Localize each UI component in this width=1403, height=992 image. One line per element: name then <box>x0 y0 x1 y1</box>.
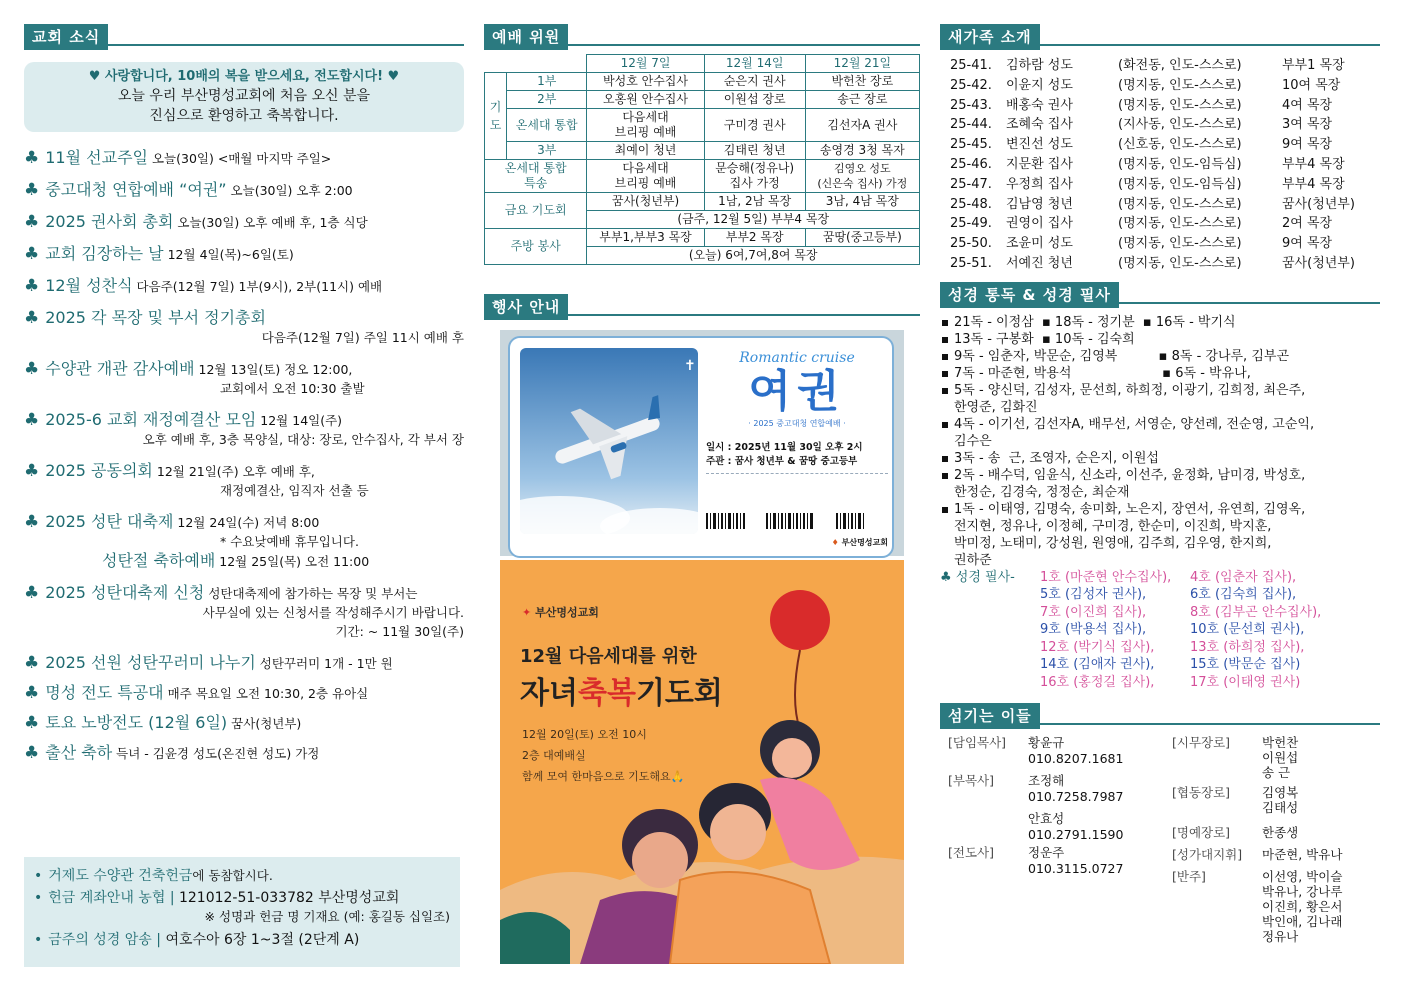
poster2-title-c: 기도회 <box>635 676 723 711</box>
welcome-box <box>24 62 464 132</box>
news-item <box>24 743 464 763</box>
copy-entry: 15호 (박문순 집사) <box>1190 657 1301 673</box>
bible-reading-row: 1독 - 이태영, 김명숙, 송미화, 노은지, 장연서, 유연희, 김영옥, 전지현, 정유나, 이정혜, 구미경, 한순미, 이진희, 박지훈, 박미정, 노태미, 강성원, 원영애, 김주희, 김우영, 한지희, 권하준 <box>940 501 1380 569</box>
news-item <box>24 512 464 571</box>
building-offering-title: 거제도 수양관 건축헌금 <box>48 868 193 884</box>
newfam-area: (화전동, 인도-스스로) <box>1118 58 1242 73</box>
table-cell: 다음세대 브리핑 예배 <box>587 109 704 142</box>
bible-reading-row: 2독 - 배수덕, 임윤식, 신소라, 이선주, 윤정화, 남미경, 박성호, 한정순, 김경숙, 정정순, 최순재 <box>940 467 1380 501</box>
club-icon: ♣ <box>24 244 40 264</box>
church-news-header <box>24 20 464 48</box>
assoc-pastor <box>948 773 994 789</box>
newfam-area: (명지동, 인도-스스로) <box>1118 97 1242 113</box>
newfam-title: 새가족 소개 <box>940 24 1040 50</box>
poster2-msg: 함께 모여 한마음으로 기도해요🙏 <box>522 770 685 783</box>
copy-entry: 6호 (김숙희 집사), <box>1190 587 1297 603</box>
newfam-group: 부부4 목장 <box>1282 176 1345 192</box>
poster-when: 일시 : 2025년 11월 30일 오후 2시 <box>706 442 863 453</box>
memory-verse-title: 금주의 성경 암송 <box>48 932 152 948</box>
bible-header <box>940 278 1380 306</box>
news-title: 2025 공동의회 <box>45 461 153 480</box>
bible-reading-row: 13독 - 구봉화 ▪ 10독 - 김숙희 <box>940 331 1380 348</box>
club-icon: ♣ <box>24 583 40 603</box>
copy-entry: 4호 (임춘자 집사), <box>1190 569 1297 585</box>
newfam-row <box>940 135 1380 155</box>
news-item <box>24 683 464 703</box>
sky-photo <box>520 348 698 534</box>
table-cell: 송근 장로 <box>805 91 919 109</box>
copy-entry: 16호 (홍정길 집사), <box>1040 674 1155 690</box>
copy-entry: 7호 (이진희 집사), <box>1040 604 1147 620</box>
evangelist-info <box>1028 845 1123 877</box>
church-logo-icon: ♦ <box>831 538 839 547</box>
bible-reading-row: 21독 - 이정삼 ▪ 18독 - 정기분 ▪ 16독 - 박기식 <box>940 314 1380 331</box>
worship-title: 예배 위원 <box>484 24 568 50</box>
poster-subtitle: · 2025 중고대청 연합예배 · <box>748 419 846 428</box>
newfam-group: 꿈사(청년부) <box>1282 255 1355 271</box>
news-text: 12월 21일(주) 오후 예배 후, <box>156 464 315 479</box>
table-cell: 박헌찬 장로 <box>805 73 919 91</box>
evangelist <box>948 845 994 861</box>
welcome-line2: 오늘 우리 부산명성교회에 처음 오신 분을 <box>117 88 371 104</box>
news-text: 다음주(12월 7일) 1부(9시), 2부(11시) 예배 <box>136 279 383 294</box>
staff-name: 황윤규 <box>1028 735 1065 751</box>
staff-key: [부목사] <box>948 773 994 789</box>
newfam-row <box>940 155 1380 175</box>
newfam-row <box>940 234 1380 254</box>
table-cell: 송영경 3청 목자 <box>805 142 919 160</box>
newfam-area: (명지동, 인도-임득심) <box>1118 176 1242 192</box>
staff-key: [명예장로] <box>1172 825 1231 841</box>
club-icon: ♣ <box>24 461 40 481</box>
news-item <box>24 359 464 398</box>
news-title: 11월 선교주일 <box>45 148 148 167</box>
news-item <box>24 410 464 449</box>
club-icon: ♣ <box>24 713 40 733</box>
club-icon: ♣ <box>24 212 40 232</box>
poster-host: 주관 : 꿈사 청년부 & 꿈땅 중고등부 <box>706 456 858 467</box>
newfam-area: (명지동, 인도-스스로) <box>1118 196 1242 212</box>
staff-key: [전도사] <box>948 845 994 861</box>
newfam-name: 조윤미 성도 <box>1006 236 1073 252</box>
account-title: 헌금 계좌안내 농협 <box>48 890 166 906</box>
club-icon: ♣ <box>24 276 40 296</box>
copy-label: ♣ 성경 필사- <box>940 569 1015 585</box>
ticket-info <box>706 348 888 548</box>
newfam-row <box>940 56 1380 76</box>
news-text: 12월 14일(주) <box>260 413 343 428</box>
news-title: 2025 성탄대축제 신청 <box>45 583 205 602</box>
worship-table <box>484 54 920 265</box>
newfam-name: 서예진 청년 <box>1006 255 1073 271</box>
bullet-icon: • <box>34 868 43 884</box>
news-item <box>24 653 464 673</box>
news-item <box>24 276 464 296</box>
copy-entry: 9호 (박용석 집사), <box>1040 622 1147 638</box>
table-cell: 김영오 성도 (신은숙 집사) 가정 <box>805 160 919 193</box>
newfam-group: 4여 목장 <box>1282 97 1333 113</box>
newfam-no: 25-46. <box>950 156 992 172</box>
newfam-row <box>940 175 1380 195</box>
ticket-fields <box>706 473 888 513</box>
hon-key <box>1172 825 1230 841</box>
newfam-area: (명지동, 인도-임득심) <box>1118 156 1242 172</box>
poster2-details <box>522 724 684 787</box>
account-number: 121012-51-033782 부산명성교회 <box>178 890 400 906</box>
table-cell: 3남, 4남 목장 <box>805 193 919 211</box>
staff-phone: 010.3115.0727 <box>1028 861 1124 877</box>
news-title: 명성 전도 특공대 <box>45 683 164 702</box>
newfam-area: (명지동, 인도-스스로) <box>1118 236 1242 252</box>
church-news-column <box>24 20 464 948</box>
bible-copy-row <box>940 674 1380 692</box>
choir-key <box>1172 847 1242 863</box>
news-sub: 다음주(12월 7일) 주일 11시 예배 후 <box>261 330 464 345</box>
newfam-name: 권영이 집사 <box>1006 216 1073 232</box>
copy-entry: 1호 (마준현 안수집사), <box>1040 569 1172 585</box>
welcome-line1: ♥ 사랑합니다, 10배의 복을 받으세요, 전도합시다! ♥ <box>88 69 400 84</box>
table-cell: 꿈사(청년부) <box>587 193 704 211</box>
newfam-name: 이윤지 성도 <box>1006 77 1073 93</box>
newfam-group: 10여 목장 <box>1282 77 1341 93</box>
newfam-area: (명지동, 인도-스스로) <box>1118 77 1242 93</box>
airplane-icon <box>520 348 698 534</box>
row-label: 1부 <box>507 73 587 91</box>
newfam-area: (명지동, 인도-스스로) <box>1118 255 1242 271</box>
row-label: 3부 <box>507 142 587 160</box>
bible-copy-list <box>940 569 1380 692</box>
staff-directory <box>940 735 1380 945</box>
news-text: 꿈사(청년부) <box>231 716 302 731</box>
newfam-name: 배홍숙 권사 <box>1006 97 1073 113</box>
table-cell: 문승해(정유나) 집사 가정 <box>704 160 805 193</box>
worship-event-column <box>484 20 920 783</box>
event-header <box>484 290 920 318</box>
table-cell: 김태린 청년 <box>704 142 805 160</box>
bible-copy-row <box>940 569 1380 587</box>
newfam-no: 25-50. <box>950 236 992 252</box>
copy-label <box>940 586 1040 604</box>
date-col-1: 12월 7일 <box>587 55 704 73</box>
coop-names: 김영복 김태성 <box>1262 785 1299 816</box>
newfam-area: (지사동, 인도-스스로) <box>1118 117 1242 133</box>
bible-title: 성경 통독 & 성경 필사 <box>940 282 1119 308</box>
newfam-no: 25-51. <box>950 255 992 271</box>
church-logo-icon: ✦ <box>522 606 532 619</box>
hon-names: 한종생 <box>1262 825 1299 841</box>
assoc-pastor-info <box>1028 773 1123 843</box>
table-cell: 꿈땅(중고등부) <box>805 229 919 247</box>
newfam-name: 김하람 성도 <box>1006 58 1073 73</box>
news-title: 교회 김장하는 날 <box>45 244 164 263</box>
news-title: 2025 선원 성탄꾸러미 나누기 <box>45 653 256 672</box>
newfam-header <box>940 20 1380 48</box>
copy-entry: 8호 (김부곤 안수집사), <box>1190 604 1322 620</box>
newfam-group: 9여 목장 <box>1282 137 1333 153</box>
newfam-row <box>940 96 1380 116</box>
newfam-group: 꿈사(청년부) <box>1282 196 1355 212</box>
news-title: 2025-6 교회 재정예결산 모임 <box>45 410 257 429</box>
staff-key: [협동장로] <box>1172 785 1231 801</box>
table-cell: 다음세대 브리핑 예배 <box>587 160 704 193</box>
news-sub2: 기간: ~ 11월 30일(주) <box>335 624 464 639</box>
news-text: 오늘(30일) <매월 마지막 주일> <box>151 151 332 166</box>
newfam-no: 25-42. <box>950 77 992 93</box>
newfam-row <box>940 195 1380 215</box>
bible-reading-row: 4독 - 이기선, 김선자A, 배무선, 서영순, 양선례, 전순영, 고순익, 김수은 <box>940 416 1380 450</box>
news-title: 12월 성찬식 <box>45 276 133 295</box>
poster1-logo-text: 부산명성교회 <box>841 538 888 547</box>
offering-box: • 거제도 수양관 건축헌금에 동참합시다. • 헌금 계좌안내 농협 | 121012-51-033782 부산명성교회 ※ 성명과 헌금 명 기재요 (예: 홍길동 십일조) • 금주의 성경 암송 | 여호수아 6장 1~3절 (2단계 A) <box>24 857 460 967</box>
poster2-title <box>520 668 723 712</box>
choir-names: 마준현, 박유나 <box>1262 847 1343 863</box>
acc-names: 이선영, 박이슬 박유나, 강나루 이진희, 황은서 박인애, 김나래 정유나 <box>1262 869 1343 945</box>
news-text: 오늘(30일) 오후 예배 후, 1층 식당 <box>177 215 368 230</box>
copy-entry: 14호 (김애자 권사), <box>1040 657 1155 673</box>
staff-name: 정운주 <box>1028 845 1065 861</box>
news-sub: * 수요낮예배 휴무입니다. <box>220 534 359 549</box>
bible-copy-row <box>940 656 1380 674</box>
news-text: 성탄꾸러미 1개 - 1만 원 <box>259 656 393 671</box>
elder-names: 박헌찬 이원섭 송 근 <box>1262 735 1299 781</box>
worship-header <box>484 20 920 48</box>
newfam-name: 조혜숙 집사 <box>1006 117 1073 133</box>
barcode-icon <box>706 513 888 533</box>
church-news-title: 교회 소식 <box>24 24 108 50</box>
row-label: 금요 기도회 <box>485 193 587 229</box>
club-icon: ♣ <box>24 653 40 673</box>
building-offering-text: 에 동참합시다. <box>192 868 273 883</box>
newfam-row <box>940 254 1380 274</box>
welcome-line3: 진심으로 환영하고 축복합니다. <box>149 108 339 124</box>
copy-label <box>940 674 1040 692</box>
newfam-row <box>940 115 1380 135</box>
bible-reading-row: 3독 - 송 근, 조영자, 순은지, 이원섭 <box>940 450 1380 467</box>
table-cell: 부부1,부부3 목장 <box>587 229 704 247</box>
poster2-line1: 12월 다음세대를 위한 <box>520 646 697 667</box>
bible-list <box>940 314 1380 569</box>
news-item <box>24 180 464 200</box>
copy-entry: 5호 (김성자 권사), <box>1040 587 1147 603</box>
news-title: 출산 축하 <box>45 743 113 762</box>
staff-key: [담임목사] <box>948 735 1007 751</box>
news-extra-text: 12월 25일(목) 오전 11:00 <box>219 554 370 569</box>
table-cell: 김선자A 권사 <box>805 109 919 142</box>
news-text: 득녀 - 김윤경 성도(온진현 성도) 가정 <box>116 746 320 761</box>
newfam-no: 25-49. <box>950 216 992 232</box>
news-extra-title: 성탄절 축하예배 <box>102 551 216 570</box>
club-icon: ♣ <box>24 683 40 703</box>
poster2-logo <box>522 604 599 620</box>
newfam-name: 지문환 집사 <box>1006 156 1073 172</box>
table-cell: 부부2 목장 <box>704 229 805 247</box>
news-item <box>24 148 464 168</box>
newfam-row <box>940 214 1380 234</box>
news-item <box>24 308 464 347</box>
table-note: (금주, 12월 5일) 부부4 목장 <box>587 211 920 229</box>
table-cell: 구미경 권사 <box>704 109 805 142</box>
bible-reading-row: 9독 - 임춘자, 박문순, 김영복 ▪ 8독 - 강나루, 김부곤 <box>940 348 1380 365</box>
copy-label <box>940 639 1040 657</box>
news-item <box>24 212 464 232</box>
bible-reading-row: 7독 - 마준현, 박용석 ▪ 6독 - 박유나, <box>940 365 1380 382</box>
table-cell: 1남, 2남 목장 <box>704 193 805 211</box>
newfam-no: 25-47. <box>950 176 992 192</box>
ticket-card <box>508 336 894 558</box>
bullet-icon: • <box>34 932 43 948</box>
club-icon: ♣ <box>24 743 40 763</box>
poster2-logo-text: 부산명성교회 <box>535 606 599 619</box>
news-item <box>24 583 464 641</box>
table-note: (오늘) 6여,7여,8여 목장 <box>587 247 920 265</box>
bible-copy-row <box>940 639 1380 657</box>
news-text: 성탄대축제에 참가하는 목장 및 부서는 <box>208 586 418 601</box>
passport-poster <box>500 330 904 556</box>
club-icon: ♣ <box>24 410 40 430</box>
staff-phone: 010.7258.7987 <box>1028 789 1124 805</box>
news-title: 중고대청 연합예배 “여권” <box>45 180 227 199</box>
prayer-group-label: 기도 <box>485 73 507 160</box>
news-text: 12월 13일(토) 정오 12:00, <box>198 362 353 377</box>
newfam-name: 우정희 집사 <box>1006 176 1073 192</box>
table-cell: 이원섭 장로 <box>704 91 805 109</box>
copy-entry: 12호 (박기식 집사), <box>1040 639 1155 655</box>
staff-name: 조정해 <box>1028 773 1065 789</box>
bible-copy-row <box>940 604 1380 622</box>
table-cell: 최예이 청년 <box>587 142 704 160</box>
bible-reading-row: 5독 - 양신덕, 김성자, 문선희, 하희정, 이광기, 김희정, 최은주, 한영준, 김화진 <box>940 382 1380 416</box>
poster2-when: 12월 20일(토) 오전 10시 <box>522 728 647 741</box>
svg-text:✝: ✝ <box>684 358 696 374</box>
newfam-name: 변진선 성도 <box>1006 137 1073 153</box>
newfam-no: 25-44. <box>950 117 992 133</box>
staff-key: [성가대지휘] <box>1172 847 1243 863</box>
news-item <box>24 461 464 500</box>
news-sub: 사무실에 있는 신청서를 작성해주시기 바랍니다. <box>202 605 464 620</box>
club-icon: ♣ <box>24 148 40 168</box>
news-text: 12월 24일(수) 저녁 8:00 <box>177 515 320 530</box>
news-text: 12월 4일(목)~6일(토) <box>167 247 294 262</box>
date-col-3: 12월 21일 <box>805 55 919 73</box>
table-cell: 오홍원 안수집사 <box>587 91 704 109</box>
row-label: 온세대 통합 <box>507 109 587 142</box>
copy-entry: 13호 (하희정 집사), <box>1190 639 1305 655</box>
copy-entry: 10호 (문선희 권사), <box>1190 622 1305 638</box>
newfam-list <box>940 56 1380 274</box>
memory-verse-text: 여호수아 6장 1~3절 (2단계 A) <box>165 932 360 948</box>
staff-key: [시무장로] <box>1172 735 1231 751</box>
poster-title: 여권 <box>748 366 846 417</box>
newfam-no: 25-41. <box>950 58 992 73</box>
newfam-name: 김남영 청년 <box>1006 196 1073 212</box>
news-title: 2025 권사회 총회 <box>45 212 174 231</box>
poster2-title-b: 축복 <box>577 676 636 711</box>
copy-label <box>940 604 1040 622</box>
news-sub: 재정예결산, 임직자 선출 등 <box>220 483 369 498</box>
club-icon: ♣ <box>24 180 40 200</box>
staff-header <box>940 699 1380 727</box>
bible-copy-row <box>940 621 1380 639</box>
newfam-group: 부부4 목장 <box>1282 156 1345 172</box>
poster2-title-a: 자녀 <box>520 676 578 711</box>
newfam-group: 9여 목장 <box>1282 236 1333 252</box>
prayer-meeting-poster <box>500 560 904 964</box>
row-label: 온세대 통합 특송 <box>485 160 587 193</box>
copy-label <box>940 656 1040 674</box>
news-text: 매주 목요일 오전 10:30, 2층 유아실 <box>167 686 369 701</box>
club-icon: ♣ <box>24 359 40 379</box>
club-icon: ♣ <box>24 512 40 532</box>
copy-entry: 17호 (이태영 권사) <box>1190 674 1301 690</box>
news-item <box>24 713 464 733</box>
table-cell: 순은지 권사 <box>704 73 805 91</box>
staff-key: [반주] <box>1172 869 1206 885</box>
account-note: ※ 성명과 헌금 명 기재요 (예: 홍길동 십일조) <box>204 909 450 924</box>
row-label: 주방 봉사 <box>485 229 587 265</box>
newfam-area: (명지동, 인도-스스로) <box>1118 216 1242 232</box>
news-sub: 오후 예배 후, 3층 목양실, 대상: 장로, 안수집사, 각 부서 장 <box>142 432 464 447</box>
newfam-no: 25-48. <box>950 196 992 212</box>
bible-copy-row <box>940 586 1380 604</box>
news-text: 오늘(30일) 오후 2:00 <box>230 183 353 198</box>
staff-title: 섬기는 이들 <box>940 703 1040 729</box>
newfam-group: 부부1 목장 <box>1282 58 1345 73</box>
news-title: 2025 각 목장 및 부서 정기총회 <box>45 308 266 327</box>
poster2-where: 2층 대예배실 <box>522 749 586 762</box>
date-col-2: 12월 14일 <box>704 55 805 73</box>
news-title: 토요 노방전도 (12월 6일) <box>45 713 228 732</box>
newfam-no: 25-45. <box>950 137 992 153</box>
newfam-group: 2여 목장 <box>1282 216 1333 232</box>
senior-pastor <box>948 735 1006 751</box>
club-icon: ♣ <box>24 308 40 328</box>
newfam-area: (신호동, 인도-스스로) <box>1118 137 1242 153</box>
news-item <box>24 244 464 264</box>
senior-pastor-info <box>1028 735 1123 767</box>
staff-phone: 010.8207.1681 <box>1028 751 1124 767</box>
coop-key <box>1172 785 1230 801</box>
newfam-row <box>940 76 1380 96</box>
poster1-logo <box>706 537 888 548</box>
staff-phone: 010.2791.1590 <box>1028 827 1124 843</box>
elder-key <box>1172 735 1230 751</box>
copy-label <box>940 621 1040 639</box>
staff-name: 안효성 <box>1028 811 1065 827</box>
right-column <box>940 20 1380 945</box>
news-extra <box>24 551 464 571</box>
newfam-group: 3여 목장 <box>1282 117 1333 133</box>
news-sub: 교회에서 오전 10:30 출발 <box>220 381 365 396</box>
news-list <box>24 148 464 763</box>
news-title: 수양관 개관 감사예배 <box>45 359 195 378</box>
table-cell: 박성호 안수집사 <box>587 73 704 91</box>
row-label: 2부 <box>507 91 587 109</box>
acc-key <box>1172 869 1206 885</box>
newfam-no: 25-43. <box>950 97 992 113</box>
news-title: 2025 성탄 대축제 <box>45 512 174 531</box>
event-title: 행사 안내 <box>484 294 568 320</box>
poster-script: Romantic cruise <box>739 350 855 366</box>
bullet-icon: • <box>34 890 43 906</box>
